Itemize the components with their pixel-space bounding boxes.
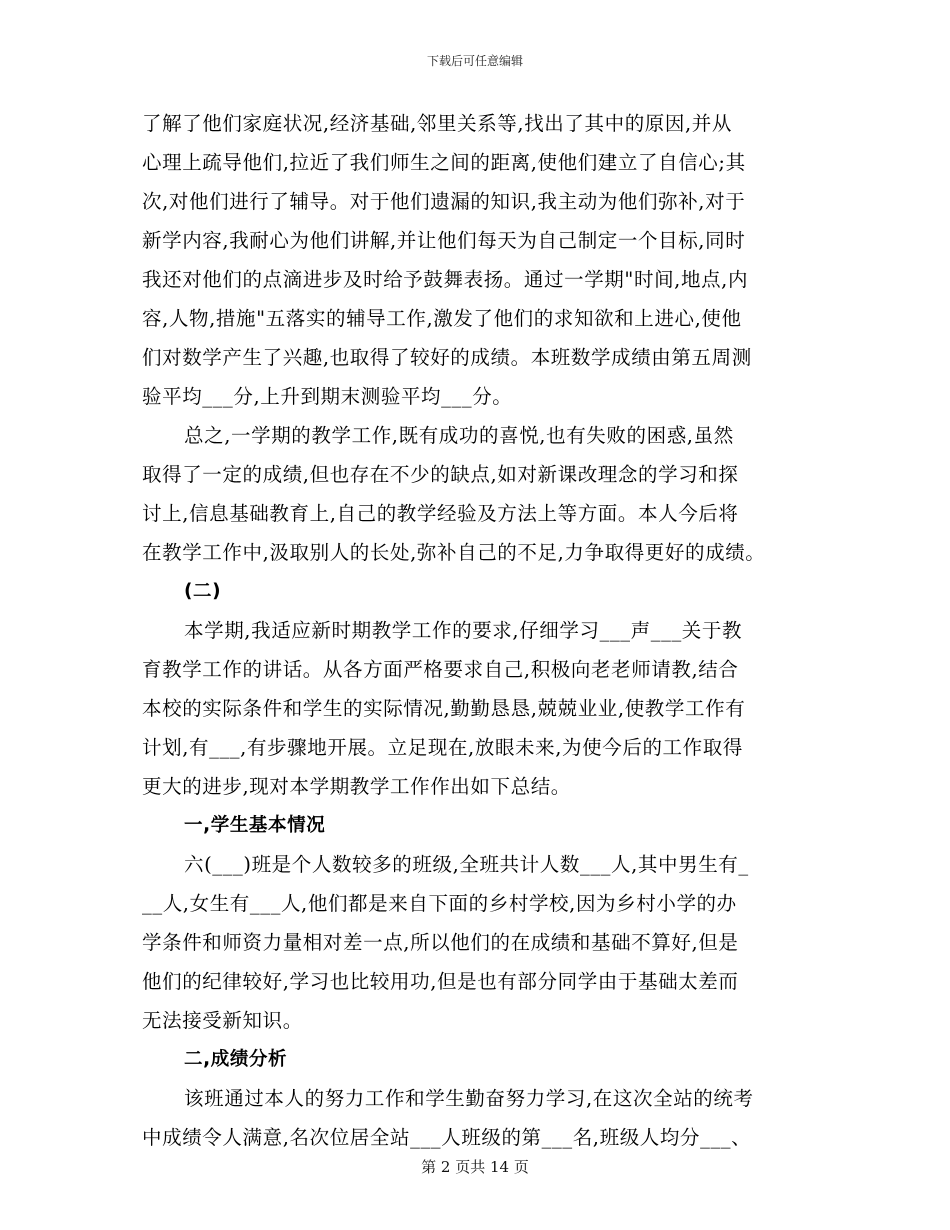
paragraph-line: 了解了他们家庭状况,经济基础,邻里关系等,找出了其中的原因,并从 xyxy=(142,112,732,135)
paragraph-line: 验平均___分,上升到期末测验平均___分。 xyxy=(142,385,513,408)
paragraph-line: 中成绩令人满意,名次位居全站___人班级的第___名,班级人均分___、 xyxy=(142,1126,752,1149)
paragraph-line: 计划,有___,有步骤地开展。立足现在,放眼未来,为使今后的工作取得 xyxy=(142,736,743,759)
paragraph-line: 育教学工作的讲话。从各方面严格要求自己,积极向老老师请教,结合 xyxy=(142,658,739,681)
paragraph-line: 次,对他们进行了辅导。对于他们遗漏的知识,我主动为他们弥补,对于 xyxy=(142,190,746,213)
paragraph-line: 讨上,信息基础教育上,自己的教学经验及方法上等方面。本人今后将 xyxy=(142,502,739,525)
paragraph-line: 总之,一学期的教学工作,既有成功的喜悦,也有失败的困惑,虽然 xyxy=(184,424,734,447)
paragraph-line: 该班通过本人的努力工作和学生勤奋努力学习,在这次全站的统考 xyxy=(184,1087,754,1110)
paragraph-line: 们对数学产生了兴趣,也取得了较好的成绩。本班数学成绩由第五周测 xyxy=(142,346,752,369)
paragraph-line: 在教学工作中,汲取别人的长处,弥补自己的不足,力争取得更好的成绩。 xyxy=(142,541,766,564)
section-heading: 一,学生基本情况 xyxy=(184,815,326,836)
page-footer: 第 2 页共 14 页 xyxy=(421,1158,529,1176)
paragraph-line: 无法接受新知识。 xyxy=(142,1009,303,1032)
paragraph-line: 更大的进步,现对本学期教学工作作出如下总结。 xyxy=(142,775,571,798)
section-heading: (二) xyxy=(184,581,222,602)
paragraph-line: 他们的纪律较好,学习也比较用功,但是也有部分同学由于基础太差而 xyxy=(142,970,739,993)
paragraph-line: __人,女生有___人,他们都是来自下面的乡村学校,因为乡村小学的办 xyxy=(142,892,737,915)
paragraph-line: 六(___)班是个人数较多的班级,全班共计人数___人,其中男生有_ xyxy=(184,853,749,876)
paragraph-line: 新学内容,我耐心为他们讲解,并让他们每天为自己制定一个目标,同时 xyxy=(142,229,746,252)
paragraph-line: 我还对他们的点滴进步及时给予鼓舞表扬。通过一学期"时间,地点,内 xyxy=(142,268,749,291)
paragraph-line: 心理上疏导他们,拉近了我们师生之间的距离,使他们建立了自信心;其 xyxy=(142,151,746,174)
paragraph-line: 取得了一定的成绩,但也存在不少的缺点,如对新课改理念的学习和探 xyxy=(142,463,739,486)
paragraph-line: 学条件和师资力量相对差一点,所以他们的在成绩和基础不算好,但是 xyxy=(142,931,739,954)
paragraph-line: 本学期,我适应新时期教学工作的要求,仔细学习___声___关于教 xyxy=(184,619,743,642)
section-heading: 二,成绩分析 xyxy=(184,1049,288,1070)
page-header: 下载后可任意编辑 xyxy=(426,54,523,68)
document-body xyxy=(142,104,822,1157)
paragraph-line: 容,人物,措施"五落实的辅导工作,激发了他们的求知欲和上进心,使他 xyxy=(142,307,742,330)
paragraph-line: 本校的实际条件和学生的实际情况,勤勤恳恳,兢兢业业,使教学工作有 xyxy=(142,697,746,720)
